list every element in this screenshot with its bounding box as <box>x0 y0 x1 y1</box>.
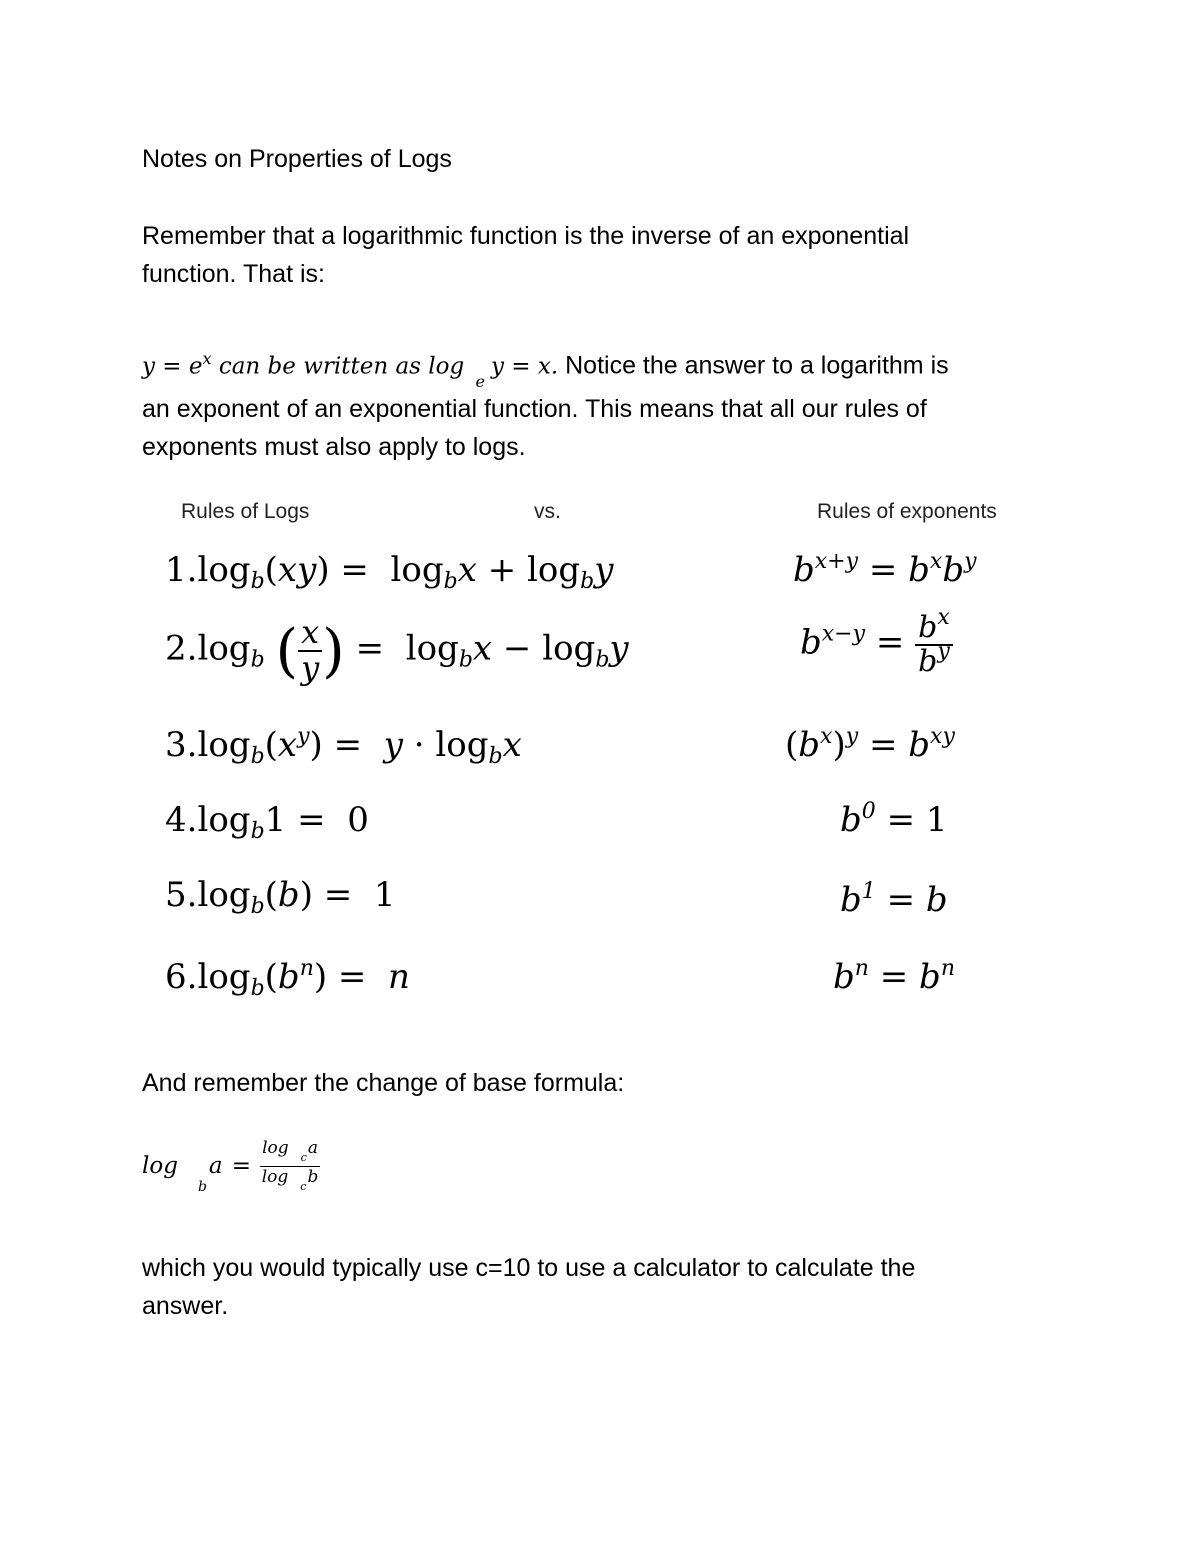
inverse-line-3: exponents must also apply to logs. <box>142 433 526 461</box>
page-title: Notes on Properties of Logs <box>142 145 452 173</box>
exponent-rule-2: $b^{x-y}$ = $\frac{b^x}{b^y}$ <box>800 612 953 677</box>
cbf-num-base: c <box>300 1151 307 1164</box>
exponent-rule-5: $b^1 = b$ <box>840 879 948 920</box>
header-rules-of-exponents: Rules of exponents <box>817 500 997 523</box>
cbf-num-arg: a <box>307 1138 318 1158</box>
cbf-den-arg: b <box>307 1166 319 1187</box>
change-of-base-intro: And remember the change of base formula: <box>142 1069 625 1097</box>
cbf-denominator <box>260 1167 320 1193</box>
cbf-den-base: c <box>300 1179 307 1193</box>
header-vs: vs. <box>534 500 561 523</box>
cbf-numerator <box>260 1140 320 1167</box>
cbf-lhs-base: b <box>197 1178 207 1195</box>
cbf-den-log: log <box>261 1166 289 1187</box>
inverse-eq-base: e <box>475 372 485 392</box>
exponent-rule-6: $b^n = b^n$ <box>833 956 955 997</box>
inverse-line-2: an exponent of an exponential function. This means that all our rules of <box>142 395 927 423</box>
inverse-eq-right: y = x. <box>491 353 559 380</box>
log-rule-4: $4.\log_b1 = 0$ <box>165 800 369 844</box>
cbf-lhs-arg: a <box>208 1153 223 1180</box>
inverse-eq-exponent: x <box>202 349 212 368</box>
change-of-base-formula <box>142 1140 320 1195</box>
change-of-base-note-1: which you would typically use c=10 to use a calculator to calculate the <box>142 1254 916 1282</box>
inverse-eq-left: y = e <box>142 353 203 380</box>
intro-line-1: Remember that a logarithmic function is the inverse of an exponential <box>142 222 910 250</box>
inverse-eq-words: can be written as log <box>211 353 472 380</box>
log-rule-6: $6.\log_b(b^n) = n$ <box>165 956 410 1001</box>
exponent-rule-1: $b^{x+y} = b^xb^y$ <box>793 549 977 590</box>
log-rule-1: $1.\log_b(xy) = \log_bx + \log_by$ <box>165 550 614 594</box>
exponent-rule-3: $(b^x)^y = b^{xy}$ <box>785 724 955 765</box>
header-rules-of-logs: Rules of Logs <box>181 500 310 523</box>
log-rule-3: $3.\log_b(x^y) = y \cdot \log_bx$ <box>165 724 522 769</box>
cbf-num-log: log <box>262 1138 289 1158</box>
cbf-lhs-log: log <box>142 1153 178 1180</box>
intro-line-2: function. That is: <box>142 260 325 288</box>
inverse-tail: Notice the answer to a logarithm is <box>558 351 949 380</box>
exponent-rule-4: $b^0 = 1$ <box>840 799 948 840</box>
log-rule-2: $2.\log_b$ ( $\frac{x}{y}$ ) = $\log_bx - \log_by$ <box>165 613 629 687</box>
change-of-base-note-2: answer. <box>142 1292 229 1320</box>
log-rule-5: $5.\log_b(b) = 1$ <box>165 875 396 919</box>
cbf-fraction <box>260 1140 320 1192</box>
cbf-equals: = <box>231 1153 251 1180</box>
